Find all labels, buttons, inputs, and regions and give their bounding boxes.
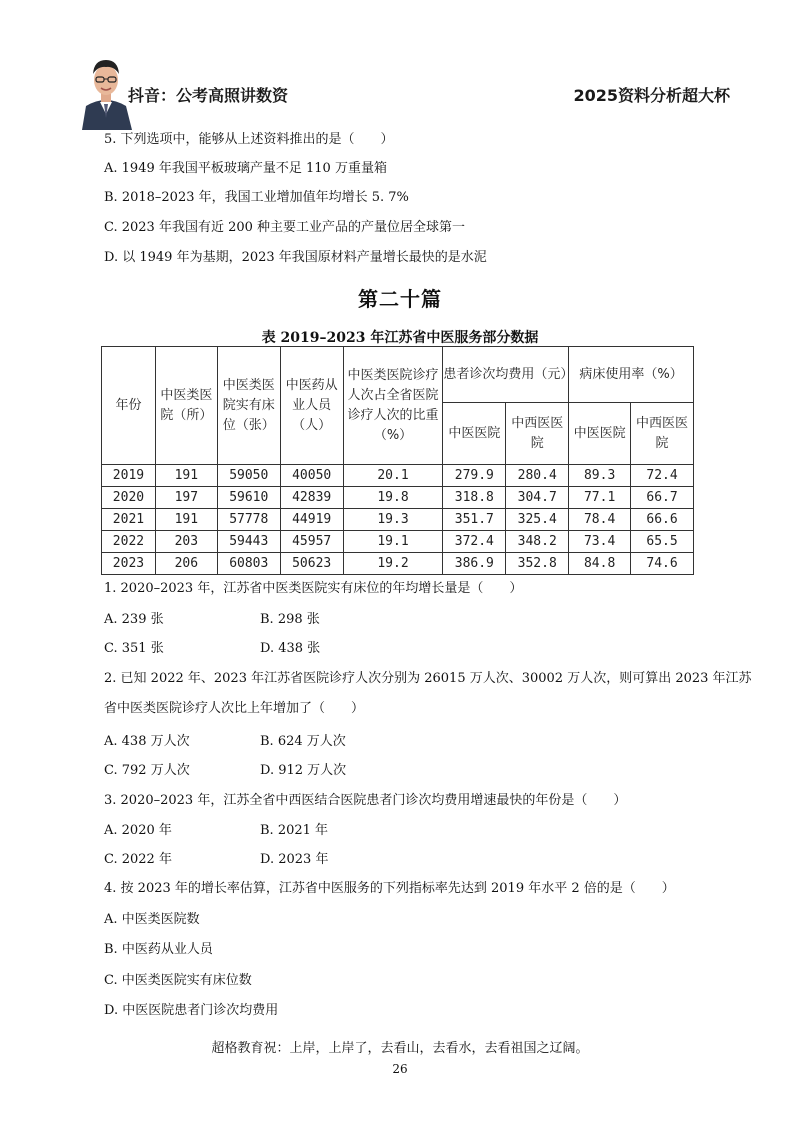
cell-share: 19.1 xyxy=(343,531,443,553)
question-2-options-row-2 xyxy=(104,762,504,780)
cell-year: 2022 xyxy=(102,531,156,553)
cell-bed-tcm: 89.3 xyxy=(569,465,631,487)
cell-beds: 59050 xyxy=(217,465,280,487)
cell-fee-integrated: 304.7 xyxy=(506,487,569,509)
header-staff: 中医药从业人员（人） xyxy=(280,347,343,465)
cell-fee-integrated: 348.2 xyxy=(506,531,569,553)
question-4-option-d: D. 中医医院患者门诊次均费用 xyxy=(104,1003,279,1018)
question-3-option-c: C. 2022 年 xyxy=(104,852,172,867)
cell-share: 19.8 xyxy=(343,487,443,509)
cell-share: 19.2 xyxy=(343,553,443,575)
cell-year: 2019 xyxy=(102,465,156,487)
cell-staff: 42839 xyxy=(280,487,343,509)
question-2-options-row-1 xyxy=(104,733,504,751)
cell-beds: 57778 xyxy=(217,509,280,531)
cell-fee-tcm: 372.4 xyxy=(443,531,506,553)
question-2-stem-line-2: 省中医类医院诊疗人次比上年增加了（ ） xyxy=(104,701,365,716)
header-right-text: 2025资料分析超大杯 xyxy=(573,86,730,105)
cell-bed-tcm: 73.4 xyxy=(569,531,631,553)
question-5-option-a: A. 1949 年我国平板玻璃产量不足 110 万重量箱 xyxy=(104,161,387,176)
header-beds: 中医类医院实有床位（张） xyxy=(217,347,280,465)
table-row xyxy=(102,487,694,509)
question-1-options-row-1 xyxy=(104,611,504,629)
question-1-option-a: A. 239 张 xyxy=(104,612,164,627)
cell-fee-integrated: 325.4 xyxy=(506,509,569,531)
cell-bed-tcm: 78.4 xyxy=(569,509,631,531)
cell-fee-tcm: 318.8 xyxy=(443,487,506,509)
cell-bed-integrated: 65.5 xyxy=(631,531,694,553)
cell-hospitals: 203 xyxy=(155,531,217,553)
subheader-fee-integrated: 中西医医院 xyxy=(506,403,569,465)
subheader-bed-tcm: 中医医院 xyxy=(569,403,631,465)
cell-bed-integrated: 66.7 xyxy=(631,487,694,509)
question-3-options-row-1 xyxy=(104,822,504,840)
header-bed-usage-group: 病床使用率（%） xyxy=(569,347,694,403)
cell-fee-tcm: 386.9 xyxy=(443,553,506,575)
cell-fee-tcm: 279.9 xyxy=(443,465,506,487)
cell-fee-integrated: 280.4 xyxy=(506,465,569,487)
cell-year: 2020 xyxy=(102,487,156,509)
header-left-text: 抖音：公考高照讲数资 xyxy=(128,86,289,105)
presenter-avatar xyxy=(78,48,134,130)
question-4-stem: 4. 按 2023 年的增长率估算，江苏省中医服务的下列指标率先达到 2019 年水平 2 倍的是（ ） xyxy=(104,881,675,896)
cell-hospitals: 197 xyxy=(155,487,217,509)
cell-hospitals: 191 xyxy=(155,465,217,487)
question-4-option-a: A. 中医类医院数 xyxy=(104,912,200,927)
question-3-stem: 3. 2020–2023 年，江苏全省中西医结合医院患者门诊次均费用增速最快的年份是（ ） xyxy=(104,793,627,808)
question-5-option-c: C. 2023 年我国有近 200 种主要工业产品的产量位居全球第一 xyxy=(104,220,466,235)
header-fee-group: 患者诊次均费用（元） xyxy=(443,347,569,403)
question-2-option-d: D. 912 万人次 xyxy=(260,763,347,778)
question-3-option-a: A. 2020 年 xyxy=(104,823,172,838)
question-1-option-d: D. 438 张 xyxy=(260,641,321,656)
subheader-fee-tcm: 中医医院 xyxy=(443,403,506,465)
cell-beds: 60803 xyxy=(217,553,280,575)
cell-bed-integrated: 66.6 xyxy=(631,509,694,531)
cell-fee-tcm: 351.7 xyxy=(443,509,506,531)
data-table xyxy=(101,346,694,575)
question-1-option-c: C. 351 张 xyxy=(104,641,164,656)
cell-share: 19.3 xyxy=(343,509,443,531)
cell-bed-tcm: 84.8 xyxy=(569,553,631,575)
cell-share: 20.1 xyxy=(343,465,443,487)
question-1-options-row-2 xyxy=(104,640,504,658)
question-2-option-a: A. 438 万人次 xyxy=(104,734,190,749)
header-hospitals: 中医类医院（所） xyxy=(155,347,217,465)
question-5-option-d: D. 以 1949 年为基期，2023 年我国原材料产量增长最快的是水泥 xyxy=(104,250,487,265)
table-caption: 表 2019–2023 年江苏省中医服务部分数据 xyxy=(261,330,539,346)
cell-year: 2021 xyxy=(102,509,156,531)
question-4-option-b: B. 中医药从业人员 xyxy=(104,942,213,957)
table-row xyxy=(102,465,694,487)
question-2-option-c: C. 792 万人次 xyxy=(104,763,190,778)
cell-staff: 44919 xyxy=(280,509,343,531)
question-2-stem-line-1: 2. 已知 2022 年、2023 年江苏省医院诊疗人次分别为 26015 万人次、30002 万人次，则可算出 2023 年江苏 xyxy=(104,671,752,686)
question-3-option-b: B. 2021 年 xyxy=(260,823,329,838)
subheader-bed-integrated: 中西医医院 xyxy=(631,403,694,465)
footer-slogan: 超格教育祝：上岸，上岸了，去看山，去看水，去看祖国之辽阔。 xyxy=(211,1041,589,1056)
question-5-stem: 5. 下列选项中，能够从上述资料推出的是（ ） xyxy=(104,132,394,147)
question-3-option-d: D. 2023 年 xyxy=(260,852,329,867)
table-row xyxy=(102,553,694,575)
cell-bed-integrated: 74.6 xyxy=(631,553,694,575)
cell-bed-integrated: 72.4 xyxy=(631,465,694,487)
cell-hospitals: 206 xyxy=(155,553,217,575)
page-number: 26 xyxy=(392,1062,408,1076)
question-5-option-b: B. 2018–2023 年，我国工业增加值年均增长 5. 7% xyxy=(104,190,409,205)
cell-staff: 50623 xyxy=(280,553,343,575)
question-1-stem: 1. 2020–2023 年，江苏省中医类医院实有床位的年均增长量是（ ） xyxy=(104,581,523,596)
cell-hospitals: 191 xyxy=(155,509,217,531)
question-1-option-b: B. 298 张 xyxy=(260,612,320,627)
cell-staff: 45957 xyxy=(280,531,343,553)
cell-beds: 59610 xyxy=(217,487,280,509)
table-row xyxy=(102,531,694,553)
question-3-options-row-2 xyxy=(104,851,504,869)
cell-fee-integrated: 352.8 xyxy=(506,553,569,575)
question-2-option-b: B. 624 万人次 xyxy=(260,734,346,749)
question-4-option-c: C. 中医类医院实有床位数 xyxy=(104,973,252,988)
header-visit-share: 中医类医院诊疗人次占全省医院诊疗人次的比重（%） xyxy=(343,347,443,465)
cell-bed-tcm: 77.1 xyxy=(569,487,631,509)
cell-beds: 59443 xyxy=(217,531,280,553)
cell-staff: 40050 xyxy=(280,465,343,487)
table-row xyxy=(102,509,694,531)
header-year: 年份 xyxy=(102,347,156,465)
cell-year: 2023 xyxy=(102,553,156,575)
section-title: 第二十篇 xyxy=(358,287,442,311)
